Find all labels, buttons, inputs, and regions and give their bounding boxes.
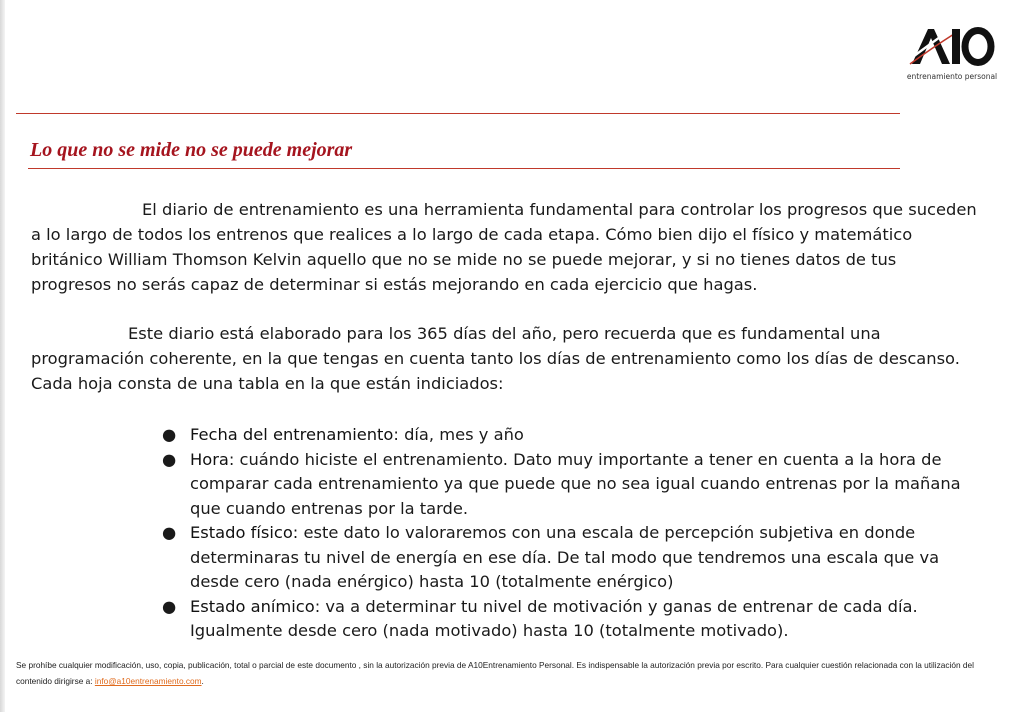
a10-logo	[902, 24, 1006, 82]
bullet-text: este dato lo valoraremos con una escala de percepción subjetiva en donde determinaras tu nivel de energía en ese día. De tal modo que tendremos una escala que va desde cero (nada enérgico) hasta 10 (totalmente enérgico)	[190, 523, 940, 591]
bullet-text: : va a determinar tu nivel de motivación y ganas de entrenar de cada día. Igualmente desde cero (nada motivado) hasta 10 (totalmente motivado).	[190, 596, 918, 640]
bullet-term: Hora	[190, 449, 229, 469]
bullet-dot-icon: ●	[162, 425, 177, 444]
footer-notice	[16, 657, 1006, 689]
bullet-estado-animico	[160, 595, 980, 644]
bullet-term: Fecha del entrenamiento	[190, 425, 394, 444]
footer-email-link[interactable]: info@a10entrenamiento.com	[94, 676, 202, 686]
logo-tagline: entrenamiento personal	[906, 72, 998, 81]
bullet-dot-icon: ●	[162, 523, 177, 542]
bullet-text: : cuándo hiciste el entrenamiento. Dato muy importante a tener en cuenta a la hora de comparar cada entrenamiento ya que puede que no sea igual cuando entrenas por la mañana que cuando entrenas por la tarde.	[190, 449, 961, 518]
bullet-list	[160, 423, 980, 644]
footer-end: .	[201, 676, 204, 686]
section-title: Lo que no se mide no se puede mejorar	[30, 139, 353, 161]
bullet-dot-icon: ●	[162, 449, 177, 469]
paragraph-diary: Este diario está elaborado para los 365 días del año, pero recuerda que es fundamental una programación coherente, en la que tengas en cuenta tanto los días de entrenamiento como los días de descanso. Cada hoja consta de una tabla en la que están indiciados:	[31, 324, 960, 393]
bullet-term: Estado anímico	[190, 596, 315, 616]
title-divider	[28, 168, 900, 169]
bullet-fecha	[160, 423, 980, 448]
bullet-text: : día, mes y año	[393, 425, 524, 444]
bullet-hora	[160, 448, 980, 522]
top-divider	[16, 113, 900, 114]
bullet-dot-icon: ●	[162, 596, 177, 616]
bullet-estado-fisico	[160, 521, 980, 595]
a10-logo-mark	[902, 24, 1006, 70]
page-edge	[0, 0, 5, 712]
bullet-term: Estado físico:	[190, 523, 299, 542]
footer-text: Se prohíbe cualquier modificación, uso, copia, publicación, total o parcial de este documento , sin la autorización previa de A10Entrenamiento Personal. Es indispensable la autorización previa por escrito. Para cualquier cuestión relacionada con la utilización del contenido dirigirse a:	[16, 660, 974, 686]
paragraph-intro: El diario de entrenamiento es una herramienta fundamental para controlar los progresos que suceden a lo largo de todos los entrenos que realices a lo largo de cada etapa. Cómo bien dijo el físico y matemático británico William Thomson Kelvin aquello que no se mide no se puede mejorar, y si no tienes datos de tus progresos no serás capaz de determinar si estás mejorando en cada ejercicio que hagas.	[31, 200, 977, 294]
